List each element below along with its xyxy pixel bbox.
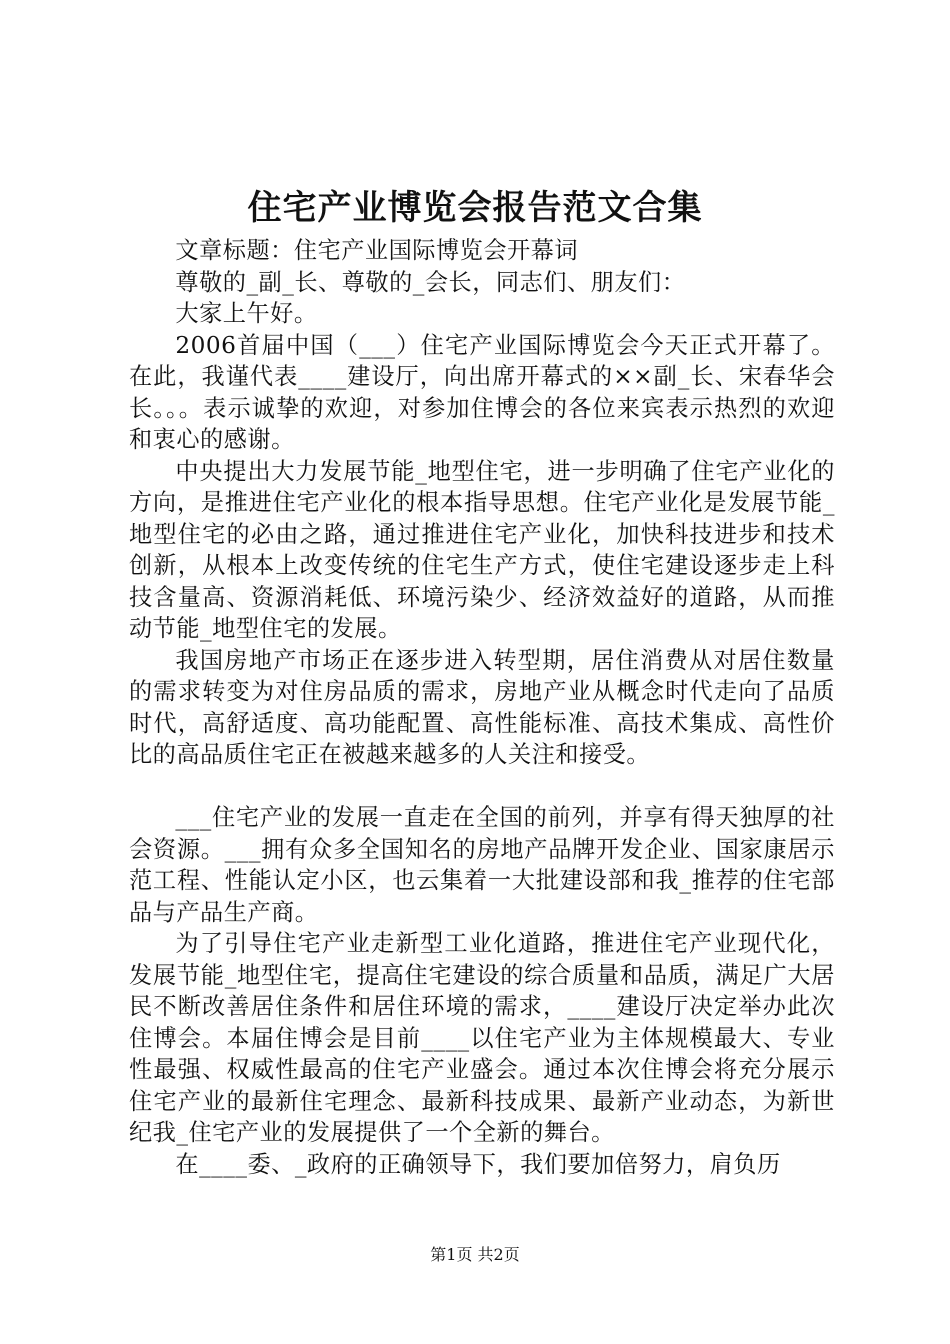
paragraph: 中央提出大力发展节能_地型住宅，进一步明确了住宅产业化的方向，是推进住宅产业化的根本指导思想。住宅产业化是发展节能_地型住宅的必由之路，通过推进住宅产业化，加快科技进步和技术创新，从根本上改变传统的住宅生产方式，使住宅建设逐步走上科技含量高、资源消耗低、环境污染少、经济效益好的道路，从而推动节能_地型住宅的发展。 [129, 457, 835, 642]
paragraph-greeting: 大家上午好。 [175, 300, 318, 327]
document-body [129, 235, 835, 1180]
paragraph: 为了引导住宅产业走新型工业化道路，推进住宅产业现代化，发展节能_地型住宅，提高住宅建设的综合质量和品质，满足广大居民不断改善居住条件和居住环境的需求，____建设厅决定举办此次住博会。本届住博会是目前____以住宅产业为主体规模最大、专业性最强、权威性最高的住宅产业盛会。通过本次住博会将充分展示住宅产业的最新住宅理念、最新科技成果、最新产业动态，为新世纪我_住宅产业的发展提供了一个全新的舞台。 [129, 930, 835, 1146]
page-title: 住宅产业博览会报告范文合集 [247, 188, 703, 228]
paragraph: 我国房地产市场正在逐步进入转型期，居住消费从对居住数量的需求转变为对住房品质的需求，房地产业从概念时代走向了品质时代，高舒适度、高功能配置、高性能标准、高技术集成、高性价比的高品质住宅正在被越来越多的人关注和接受。 [129, 646, 835, 768]
paragraph-article-title: 文章标题：住宅产业国际博览会开幕词 [175, 237, 579, 264]
paragraph: ___住宅产业的发展一直走在全国的前列，并享有得天独厚的社会资源。___拥有众多全国知名的房地产品牌开发企业、国家康居示范工程、性能认定小区，也云集着一大批建设部和我_推荐的住宅部品与产品生产商。 [129, 804, 835, 926]
paragraph: 在____委、_政府的正确领导下，我们要加倍努力，肩负历 [175, 1150, 781, 1178]
page-number-footer: 第1页 共2页 [430, 1245, 520, 1264]
paragraph: 2006首届中国（___）住宅产业国际博览会今天正式开幕了。在此，我谨代表____建设厅，向出席开幕式的××副_长、宋春华会长。。。表示诚挚的欢迎，对参加住博会的各位来宾表示热烈的欢迎和衷心的感谢。 [129, 331, 835, 453]
paragraph-salutation: 尊敬的_副_长、尊敬的_会长，同志们、朋友们： [175, 268, 686, 296]
